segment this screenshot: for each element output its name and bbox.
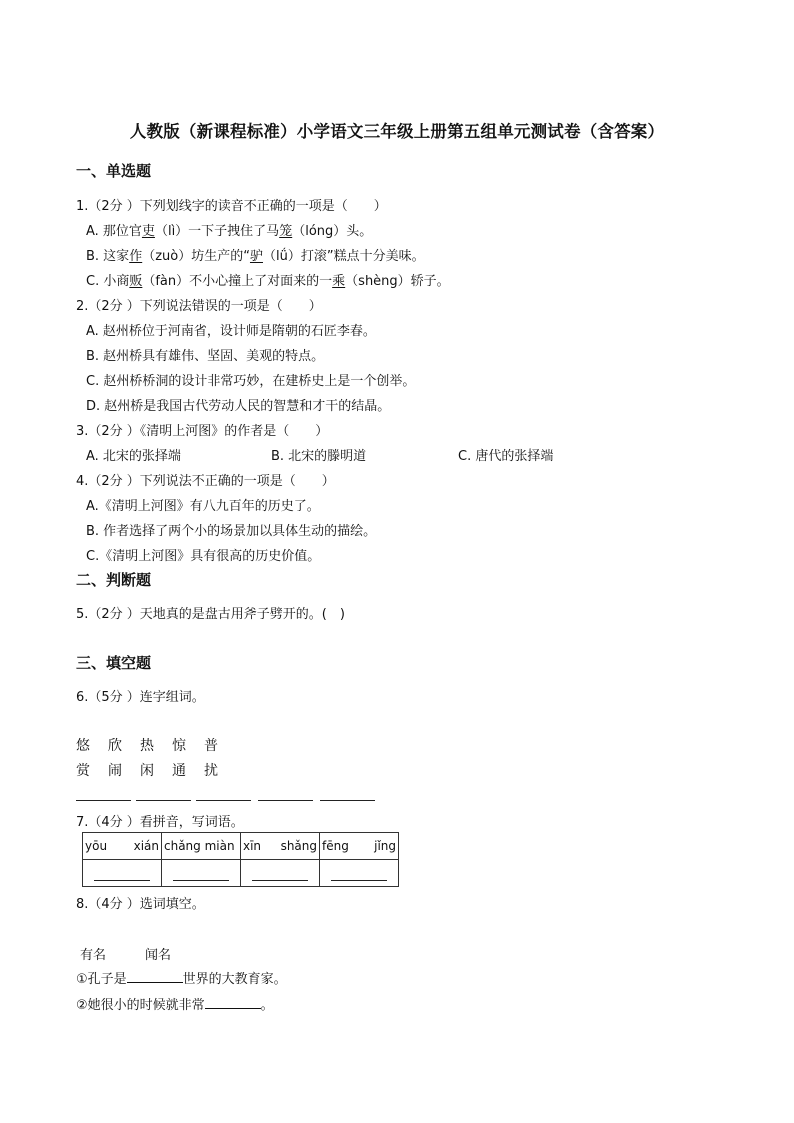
answer-line xyxy=(173,880,229,881)
pinyin-text: jǐng xyxy=(374,839,396,853)
section-heading-true-false: 二、判断题 xyxy=(76,571,152,589)
answer-cell[interactable] xyxy=(162,860,241,887)
question-3-option-b: B. 北宋的滕明道 xyxy=(271,449,367,464)
answer-blank[interactable] xyxy=(136,800,191,801)
underlined-char: 作 xyxy=(129,249,143,264)
answer-blank[interactable] xyxy=(320,800,375,801)
option-text: B. 这家 xyxy=(86,249,130,264)
sentence-text: ②她很小的时候就非常 xyxy=(76,998,205,1013)
answer-blank[interactable] xyxy=(196,800,251,801)
answer-line xyxy=(94,880,150,881)
section-heading-single-choice: 一、单选题 xyxy=(76,162,152,180)
pinyin-text: fēng xyxy=(322,839,349,853)
option-text: （zuò）坊生产的“ xyxy=(142,249,250,264)
question-3-option-c: C. 唐代的张择端 xyxy=(458,449,554,464)
question-6-char-row-2: 赏 闹 闲 通 扰 xyxy=(76,763,220,779)
underlined-char: 吏 xyxy=(141,224,155,239)
pinyin-text: xīn xyxy=(243,839,262,853)
question-1-option-a xyxy=(86,220,372,239)
question-3-stem: 3.（2分 ）《清明上河图》的作者是（ ） xyxy=(76,424,329,439)
pinyin-row xyxy=(83,833,399,860)
question-1-option-b xyxy=(86,245,425,264)
sentence-text: 世界的大教育家。 xyxy=(182,972,287,987)
pinyin-text: chǎng miàn xyxy=(164,839,235,853)
question-4-option-c: C.《清明上河图》具有很高的历史价值。 xyxy=(86,549,321,564)
question-4-stem: 4.（2分 ）下列说法不正确的一项是（ ） xyxy=(76,474,335,489)
page-title: 人教版（新课程标准）小学语文三年级上册第五组单元测试卷（含答案） xyxy=(129,122,665,141)
question-6-answer-blanks xyxy=(76,790,386,802)
question-5-stem: 5.（2分 ）天地真的是盘古用斧子劈开的。( ) xyxy=(76,607,345,622)
sentence-text: 。 xyxy=(260,998,274,1013)
question-2-stem: 2.（2分 ）下列说法错误的一项是（ ） xyxy=(76,299,322,314)
pinyin-cell xyxy=(162,833,241,860)
option-text: （lóng）头。 xyxy=(292,224,373,239)
option-text: （lì）一下子拽住了马 xyxy=(154,224,280,239)
pinyin-text: shǎng xyxy=(280,839,317,853)
question-8-word-choices: 有名 闻名 xyxy=(80,948,172,963)
option-text: （fàn）不小心撞上了对面来的一 xyxy=(142,274,333,289)
option-text: （lǘ）打滚”糕点十分美味。 xyxy=(262,249,425,264)
underlined-char: 驴 xyxy=(249,249,263,264)
answer-line xyxy=(331,880,387,881)
underlined-char: 笼 xyxy=(279,224,293,239)
pinyin-cell xyxy=(320,833,399,860)
answer-blank[interactable] xyxy=(258,800,313,801)
pinyin-text: xián xyxy=(133,839,159,853)
pinyin-text: yōu xyxy=(85,839,108,853)
question-8-stem: 8.（4分 ）选词填空。 xyxy=(76,897,205,912)
option-text: A. 那位官 xyxy=(86,224,142,239)
answer-line xyxy=(252,880,308,881)
pinyin-cell xyxy=(83,833,162,860)
answer-row xyxy=(83,860,399,887)
sentence-text: ①孔子是 xyxy=(76,972,127,987)
question-3-options xyxy=(86,445,606,463)
question-4-option-a: A.《清明上河图》有八九百年的历史了。 xyxy=(86,499,320,514)
question-2-option-d: D. 赵州桥是我国古代劳动人民的智慧和才干的结晶。 xyxy=(86,399,391,414)
answer-cell[interactable] xyxy=(83,860,162,887)
question-7-stem: 7.（4分 ）看拼音，写词语。 xyxy=(76,815,244,830)
option-text: C. 小商 xyxy=(86,274,130,289)
question-6-stem: 6.（5分 ）连字组词。 xyxy=(76,690,205,705)
question-4-option-b: B. 作者选择了两个小的场景加以具体生动的描绘。 xyxy=(86,524,377,539)
section-heading-fill-in: 三、填空题 xyxy=(76,654,152,672)
question-8-sentence-1 xyxy=(76,968,287,987)
question-2-option-c: C. 赵州桥桥洞的设计非常巧妙，在建桥史上是一个创举。 xyxy=(86,374,416,389)
pinyin-cell xyxy=(241,833,320,860)
underlined-char: 贩 xyxy=(129,274,143,289)
question-1-stem: 1.（2分 ）下列划线字的读音不正确的一项是（ ） xyxy=(76,199,387,214)
answer-cell[interactable] xyxy=(320,860,399,887)
question-3-option-a: A. 北宋的张择端 xyxy=(86,449,181,464)
underlined-char: 乘 xyxy=(332,274,346,289)
question-6-char-row-1: 悠 欣 热 惊 普 xyxy=(76,738,220,754)
question-1-option-c xyxy=(86,270,450,289)
fill-blank[interactable] xyxy=(205,1008,261,1009)
answer-cell[interactable] xyxy=(241,860,320,887)
question-8-sentence-2 xyxy=(76,994,274,1013)
question-2-option-b: B. 赵州桥具有雄伟、坚固、美观的特点。 xyxy=(86,349,325,364)
option-text: （shèng）轿子。 xyxy=(345,274,450,289)
answer-blank[interactable] xyxy=(76,800,131,801)
question-2-option-a: A. 赵州桥位于河南省，设计师是隋朝的石匠李春。 xyxy=(86,324,376,339)
pinyin-table xyxy=(82,832,399,887)
fill-blank[interactable] xyxy=(127,982,183,983)
